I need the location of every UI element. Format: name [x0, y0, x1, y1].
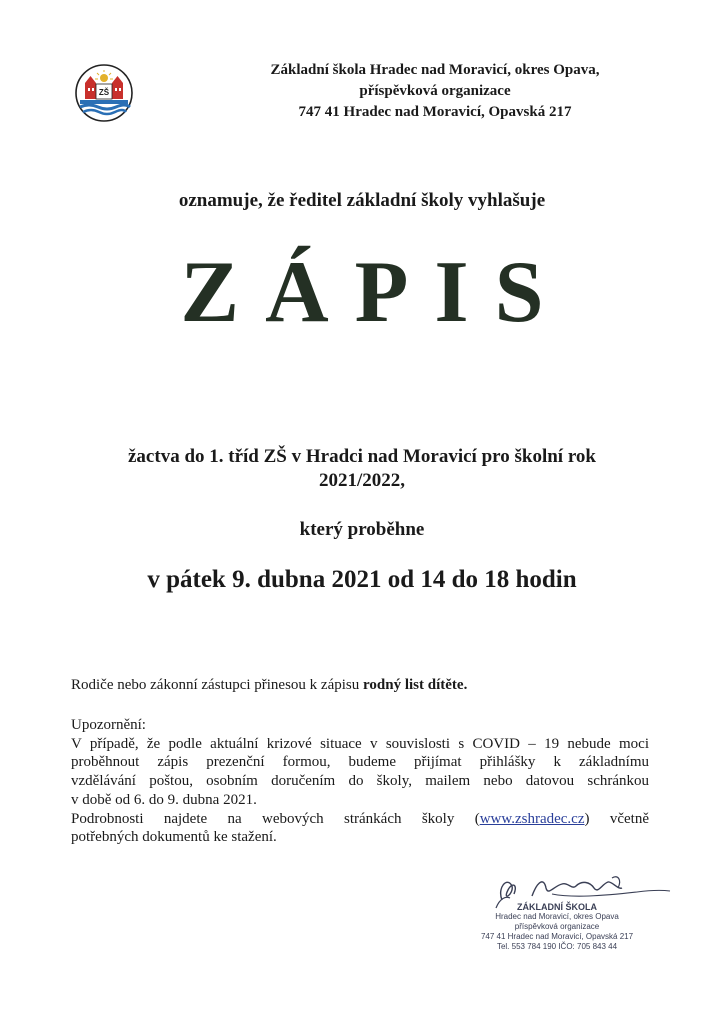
parents-note [71, 677, 467, 694]
notice-line-5-start: Podrobnosti najdete na webových stránkách školy ( [71, 810, 480, 827]
notice-line-4: v době od 6. do 9. dubna 2021. [71, 791, 257, 808]
svg-text:ZŠ: ZŠ [98, 88, 110, 97]
stamp-line-4: 747 41 Hradec nad Moravicí, Opavská 217 [480, 932, 634, 941]
intro-text: oznamuje, že ředitel základní školy vyhlašuje [178, 190, 546, 211]
enrollment-description [0, 445, 724, 493]
notice-line-2: proběhnout zápis prezenční formou, budeme přijímat přihlášky k základnímu [71, 754, 649, 771]
school-logo-icon [74, 63, 134, 123]
notice-line-1: V případě, že podle aktuální krizové situace v souvislosti s COVID – 19 nebude moci [71, 735, 649, 752]
enrollment-line-1: žactva do 1. tříd ZŠ v Hradci nad Moravicí pro školní rok [128, 446, 596, 467]
stamp-line-3: příspěvková organizace [514, 922, 600, 931]
stamp-line-2: Hradec nad Moravicí, okres Opava [495, 912, 619, 921]
notice-line-3: vzdělávání poštou, osobním doručením do školy, mailem nebo datovou schránkou [71, 773, 649, 790]
stamp-line-5: Tel. 553 784 190 IČO: 705 843 44 [496, 942, 618, 951]
enrollment-line-2: 2021/2022, [318, 470, 406, 491]
header-line-1: Základní škola Hradec nad Moravicí, okres Opava, [270, 62, 600, 78]
school-header [225, 60, 645, 123]
notice-line-5 [71, 810, 649, 829]
notice-block [71, 716, 649, 847]
notice-line-5-end: ) včetně [584, 810, 649, 827]
notice-heading: Upozornění: [71, 717, 146, 733]
notice-line-6: potřebných dokumentů ke stažení. [71, 829, 277, 846]
stamp-line-1: ZÁKLADNÍ ŠKOLA [517, 902, 597, 912]
page-title: ZÁPIS [180, 244, 570, 341]
header-line-3: 747 41 Hradec nad Moravicí, Opavská 217 [298, 104, 572, 120]
enrollment-date: v pátek 9. dubna 2021 od 14 do 18 hodin [147, 566, 577, 593]
school-stamp [462, 902, 652, 952]
parents-note-text: Rodiče nebo zákonní zástupci přinesou k zápisu [71, 677, 364, 693]
birth-certificate-emphasis: rodný list dítěte. [363, 677, 468, 693]
takes-place-text: který proběhne [299, 519, 425, 540]
header-line-2: příspěvková organizace [359, 83, 511, 99]
school-website-link[interactable]: www.zshradec.cz [479, 810, 585, 827]
